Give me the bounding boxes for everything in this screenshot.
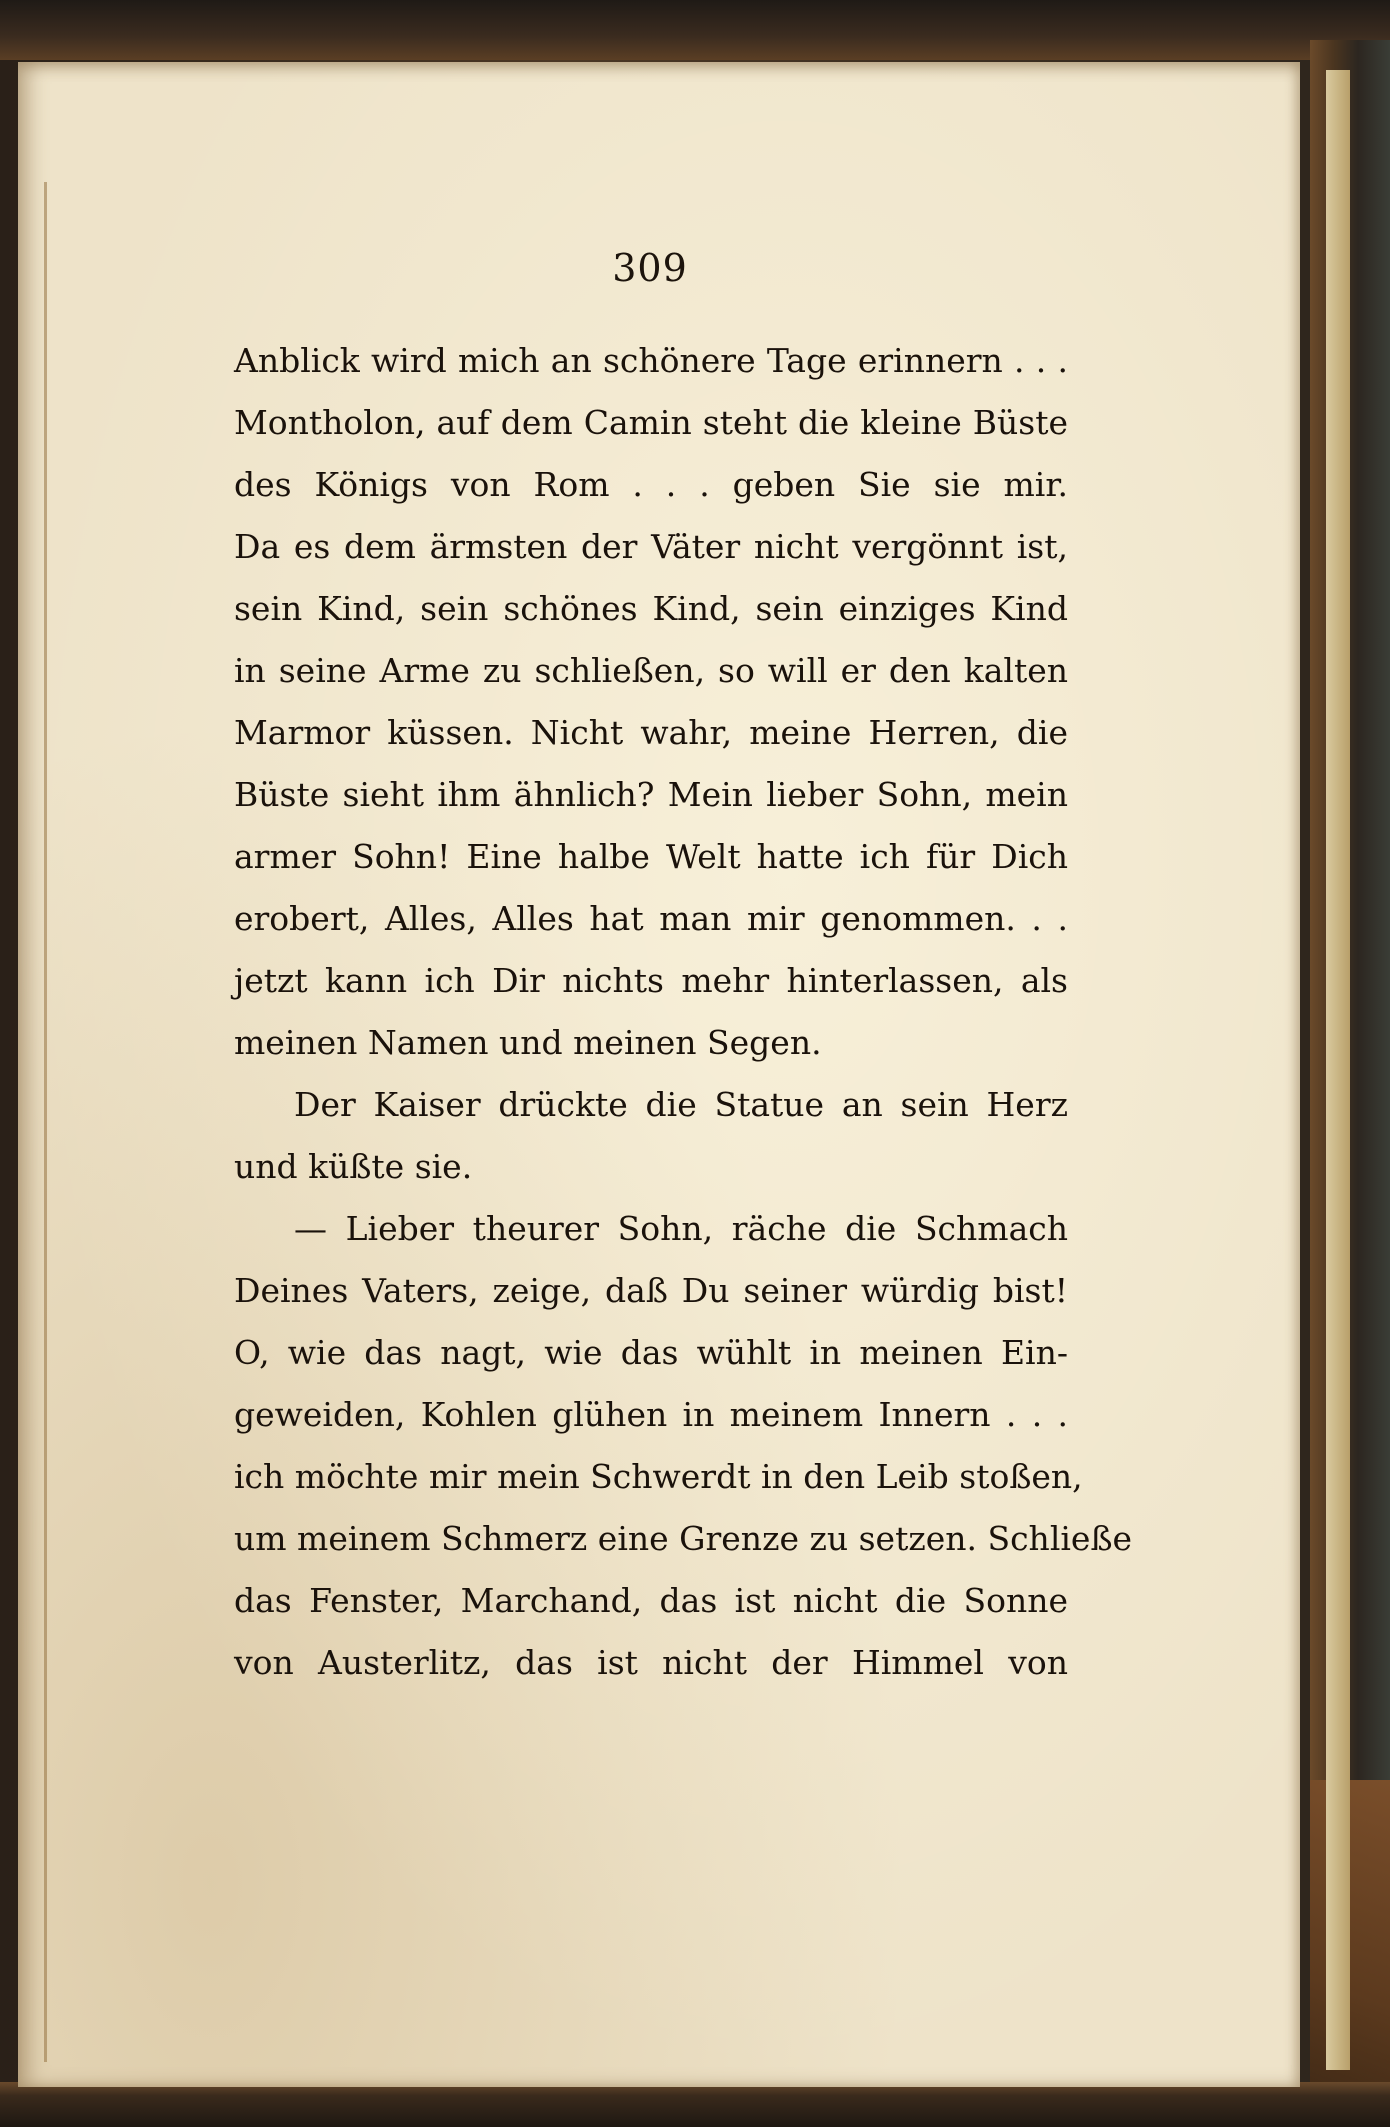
- text-line: geweiden, Kohlen glühen in meinem Innern . . .: [234, 1395, 1068, 1434]
- text-line: um meinem Schmerz eine Grenze zu setzen. Schließe: [234, 1519, 1133, 1558]
- page-edge: [1326, 70, 1350, 2070]
- book-cover-top: [0, 0, 1390, 60]
- page-gutter: [44, 182, 47, 2062]
- book-cover-bottom: [0, 2082, 1390, 2127]
- text-line: des Königs von Rom . . . geben Sie sie mir.: [234, 465, 1068, 504]
- text-line: Marmor küssen. Nicht wahr, meine Herren, die: [234, 713, 1068, 752]
- text-line: erobert, Alles, Alles hat man mir genommen. . .: [234, 899, 1068, 938]
- page-number: 309: [612, 246, 688, 290]
- text-line: ich möchte mir mein Schwerdt in den Leib stoßen,: [234, 1457, 1083, 1496]
- text-line: O, wie das nagt, wie das wühlt in meinen Ein-: [234, 1333, 1068, 1372]
- text-line: armer Sohn! Eine halbe Welt hatte ich für Dich: [234, 837, 1068, 876]
- text-line: meinen Namen und meinen Segen.: [234, 1023, 822, 1062]
- text-line: — Lieber theurer Sohn, räche die Schmach: [294, 1209, 1068, 1248]
- text-line: das Fenster, Marchand, das ist nicht die Sonne: [234, 1581, 1068, 1620]
- text-line: sein Kind, sein schönes Kind, sein einziges Kind: [234, 589, 1068, 628]
- text-line: und küßte sie.: [234, 1147, 473, 1186]
- page-text: [234, 330, 1133, 1694]
- leather-corner: [1310, 1780, 1390, 2127]
- text-line: Anblick wird mich an schönere Tage erinnern . . .: [234, 341, 1068, 380]
- text-line: in seine Arme zu schließen, so will er den kalten: [234, 651, 1068, 690]
- text-line: Büste sieht ihm ähnlich? Mein lieber Sohn, mein: [234, 775, 1068, 814]
- text-line: jetzt kann ich Dir nichts mehr hinterlassen, als: [234, 961, 1068, 1000]
- text-line: Deines Vaters, zeige, daß Du seiner würdig bist!: [234, 1271, 1068, 1310]
- text-line: Der Kaiser drückte die Statue an sein Herz: [294, 1085, 1068, 1124]
- text-line: von Austerlitz, das ist nicht der Himmel von: [234, 1643, 1068, 1682]
- text-line: Da es dem ärmsten der Väter nicht vergönnt ist,: [234, 527, 1068, 566]
- text-line: Montholon, auf dem Camin steht die kleine Büste: [234, 403, 1068, 442]
